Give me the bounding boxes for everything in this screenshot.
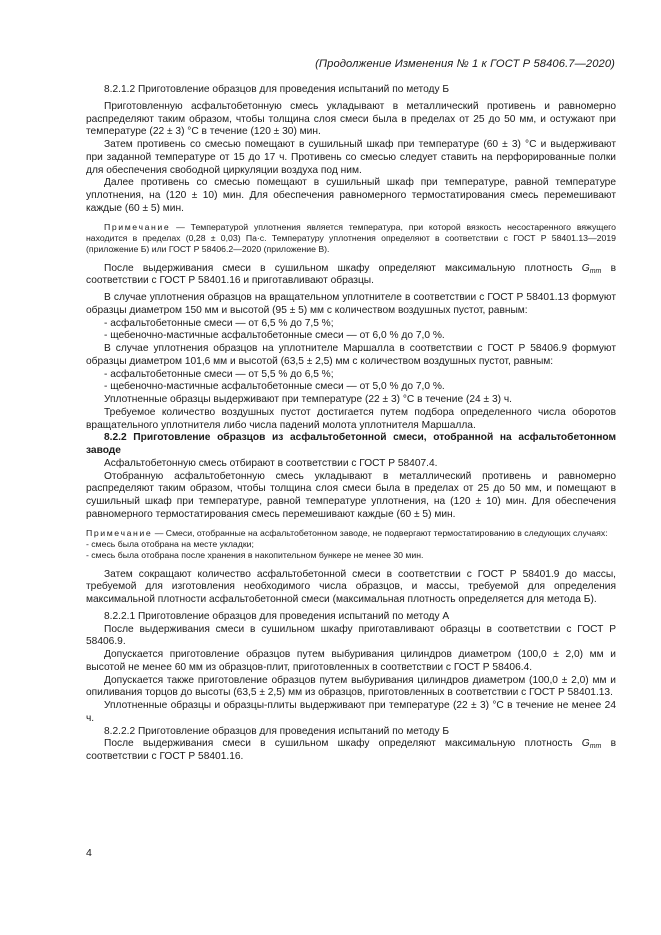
note-block (86, 528, 616, 561)
note-list-item: - смесь была отобрана после хранения в накопительном бункере не менее 30 мин. (86, 549, 424, 560)
page-number: 4 (86, 847, 92, 859)
paragraph: Допускается приготовление образцов путем выбуривания цилиндров диаметром (100,0 ± 2,0) мм и высотой не менее 60 мм из образцов-плит, приготовленных в соответствии с ГОСТ Р 58406.4. (86, 649, 616, 673)
paragraph: Асфальтобетонную смесь отбирают в соответствии с ГОСТ Р 58407.4. (104, 457, 438, 469)
paragraph: После выдерживания смеси в сушильном шкафу определяют максимальную плотность $G_{mm}$ в соответствии с ГОСТ Р 58401.16 и приготавливают образцы. (86, 262, 616, 287)
paragraph: Далее противень со смесью помещают в сушильный шкаф при температуре, равной температуре уплотнения, на (120 ± 10) мин. Для обеспечения равномерного термостатирования смесь перемешивают каждые (60 ± 5) мин. (86, 177, 616, 214)
note-block (86, 222, 616, 255)
list-item: - щебеночно-мастичные асфальтобетонные смеси — от 6,0 % до 7,0 %. (104, 330, 445, 342)
gmm-symbol: $G_{mm}$ (581, 738, 602, 751)
gmm-symbol: $G_{mm}$ (581, 262, 602, 275)
paragraph: После выдерживания смеси в сушильном шкафу приготавливают образцы в соответствии с ГОСТ Р 58406.9. (86, 623, 616, 648)
continuation-header: (Продолжение Изменения № 1 к ГОСТ Р 58406.7—2020) (315, 58, 615, 70)
paragraph: В случае уплотнения образцов на уплотнителе Маршалла в соответствии с ГОСТ Р 58406.9 формуют образцы диаметром 101,6 мм и высотой (63,5 ± 2,5) мм с количеством воздушных пустот, равным: (86, 343, 616, 367)
section-heading-8-2-2-2: 8.2.2.2 Приготовление образцов для проведения испытаний по методу Б (104, 725, 450, 737)
paragraph: Затем сокращают количество асфальтобетонной смеси в соответствии с ГОСТ Р 58401.9 до массы, требуемой для изготовления необходимого числа образцов, и массы, требуемой для определения максимальной плотности асфальтобетонной смеси (максимальная плотность определяется для метода Б). (86, 568, 616, 605)
paragraph: Приготовленную асфальтобетонную смесь укладывают в металлический противень и равномерно распределяют таким образом, чтобы толщина слоя смеси была в пределах от 25 до 50 мм, и остужают при температуре (22 ± 3) °С в течение (120 ± 30) мин. (86, 100, 616, 138)
list-item: - щебеночно-мастичные асфальтобетонные смеси — от 5,0 % до 7,0 %. (104, 381, 445, 393)
note-label: Примечание (104, 221, 171, 232)
paragraph: В случае уплотнения образцов на вращательном уплотнителе в соответствии с ГОСТ Р 58401.13 формуют образцы диаметром 150 мм и высотой (95 ± 5) мм с количеством воздушных пустот, равным: (86, 292, 616, 316)
note-label: Примечание (86, 527, 153, 538)
note-list-item: - смесь была отобрана на месте укладки; (86, 538, 254, 549)
section-heading-8-2-2-1: 8.2.2.1 Приготовление образцов для проведения испытаний по методу А (104, 610, 450, 622)
paragraph: Затем противень со смесью помещают в сушильный шкаф при температуре (60 ± 3) °С и выдерживают при заданной температуре от 15 до 17 ч. Противень со смесью следует ставить на перфорированные полки для обеспечения свободной циркуляции воздуха под ним. (86, 139, 616, 176)
note-text: — Температурой уплотнения является температура, при которой вязкость несостаренного вяжущего находится в пределах (0,28 ± 0,03) Па·с. Температуру уплотнения определяют в соответствии с ГОСТ Р 58401.13—2019 (приложение Б) или ГОСТ Р 58406.2—2020 (приложение В). (86, 221, 616, 254)
paragraph: Требуемое количество воздушных пустот достигается путем подбора определенного числа оборотов вращательного уплотнителя либо числа падений молота уплотнителя Маршалла. (86, 406, 616, 431)
paragraph: Допускается также приготовление образцов путем выбуривания цилиндров диаметром (100,0 ± 2,0) мм и опиливания торцов до высоты (63,5 ± 2,5) мм из образцов, приготовленных в соответствии с ГОСТ Р 58401.13. (86, 674, 616, 699)
section-heading-8-2-2: 8.2.2 Приготовление образцов из асфальтобетонной смеси, отобранной на асфальтобетонном заводе (86, 432, 616, 456)
list-item: - асфальтобетонные смеси — от 5,5 % до 6,5 %; (104, 368, 334, 380)
paragraph: Уплотненные образцы выдерживают при температуре (22 ± 3) °С в течение (24 ± 3) ч. (104, 394, 513, 405)
paragraph: После выдерживания смеси в сушильном шкафу определяют максимальную плотность $G_{mm}$ в соответствии с ГОСТ Р 58401.16. (86, 738, 616, 762)
note-text: — Смеси, отобранные на асфальтобетонном заводе, не подвергают термостатированию в следующих случаях: (152, 527, 608, 538)
paragraph: Уплотненные образцы и образцы-плиты выдерживают при температуре (22 ± 3) °С в течение не менее 24 ч. (86, 700, 616, 724)
page-content (86, 84, 616, 764)
section-heading-8-2-1-2: 8.2.1.2 Приготовление образцов для проведения испытаний по методу Б (104, 84, 450, 95)
paragraph: Отобранную асфальтобетонную смесь укладывают в металлический противень и равномерно распределяют таким образом, чтобы толщина слоя смеси была в пределах от 25 до 50 мм, и помещают в сушильный шкаф при температуре, равной температуре уплотнения, на (120 ± 10) мин. Для обеспечения равномерного термостатирования смесь перемешивают каждые (60 ± 5) мин. (86, 470, 616, 520)
list-item: - асфальтобетонные смеси — от 6,5 % до 7,5 %; (104, 317, 334, 329)
